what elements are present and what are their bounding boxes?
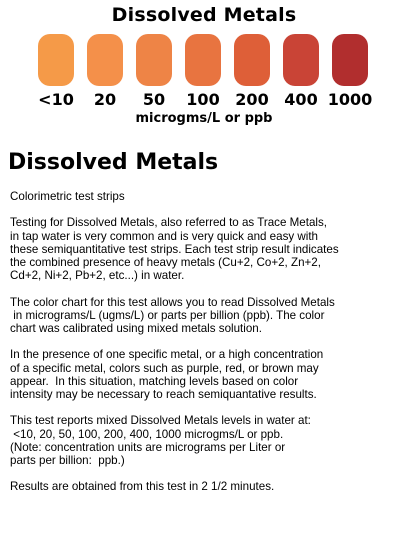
swatch-label: 400: [284, 90, 318, 109]
paragraph-line: This test reports mixed Dissolved Metals levels in water at:: [10, 414, 311, 428]
color-swatch: [38, 34, 74, 86]
swatch-label: 20: [93, 90, 117, 109]
paragraph-line: of a specific metal, colors such as purple, red, or brown may: [10, 361, 319, 375]
color-swatch: [136, 34, 172, 86]
swatch-label: 100: [186, 90, 220, 109]
color-swatch: [332, 34, 368, 86]
paragraph-line: <10, 20, 50, 100, 200, 400, 1000 microgms/L or ppb.: [10, 427, 284, 441]
paragraph-line: the combined presence of heavy metals (Cu+2, Co+2, Zn+2,: [10, 256, 321, 269]
swatch-label: 1000: [327, 90, 373, 109]
paragraphs: [10, 216, 405, 493]
document-body: [10, 190, 405, 507]
paragraph-line: in micrograms/L (ugms/L) or parts per billion (ppb). The color: [10, 308, 325, 322]
swatch-label-row: [38, 90, 373, 110]
paragraph-line: these semiquantitative test strips. Each test strip result indicates: [10, 242, 339, 256]
color-swatch: [87, 34, 123, 86]
color-swatch: [185, 34, 221, 86]
paragraph-line: intensity may be necessary to reach semiquantative results.: [10, 388, 317, 401]
color-swatch: [234, 34, 270, 86]
color-swatch: [283, 34, 319, 86]
swatch-label: <10: [38, 90, 74, 109]
swatch-label: 50: [142, 90, 166, 109]
document-title: Dissolved Metals: [8, 150, 219, 175]
paragraph: [10, 216, 405, 282]
paragraph-line: Cd+2, Ni+2, Pb+2, etc...) in water.: [10, 269, 185, 283]
paragraph-line: Results are obtained from this test in 2 1/2 minutes.: [10, 480, 275, 494]
chart-title: Dissolved Metals: [111, 4, 297, 26]
paragraph-line: The color chart for this test allows you to read Dissolved Metals: [10, 295, 335, 309]
color-swatch-row: [38, 34, 368, 88]
paragraph: [10, 296, 405, 336]
paragraph-line: parts per billion: ppb.): [10, 454, 125, 467]
paragraph: [10, 348, 405, 401]
paragraph-line: in tap water is very common and is very quick and easy with: [10, 229, 319, 243]
paragraph-line: appear. In this situation, matching levels based on color: [10, 374, 299, 388]
unit-label: microgms/L or ppb: [135, 111, 273, 126]
paragraph: [10, 480, 405, 493]
paragraph-line: Testing for Dissolved Metals, also referred to as Trace Metals,: [10, 216, 328, 230]
paragraph: [10, 414, 405, 467]
paragraph-line: chart was calibrated using mixed metals solution.: [10, 322, 262, 335]
swatch-label: 200: [235, 90, 269, 109]
paragraph-line: (Note: concentration units are micrograms per Liter or: [10, 440, 286, 454]
paragraph-line: In the presence of one specific metal, or a high concentration: [10, 348, 324, 362]
subtitle: Colorimetric test strips: [10, 190, 125, 203]
